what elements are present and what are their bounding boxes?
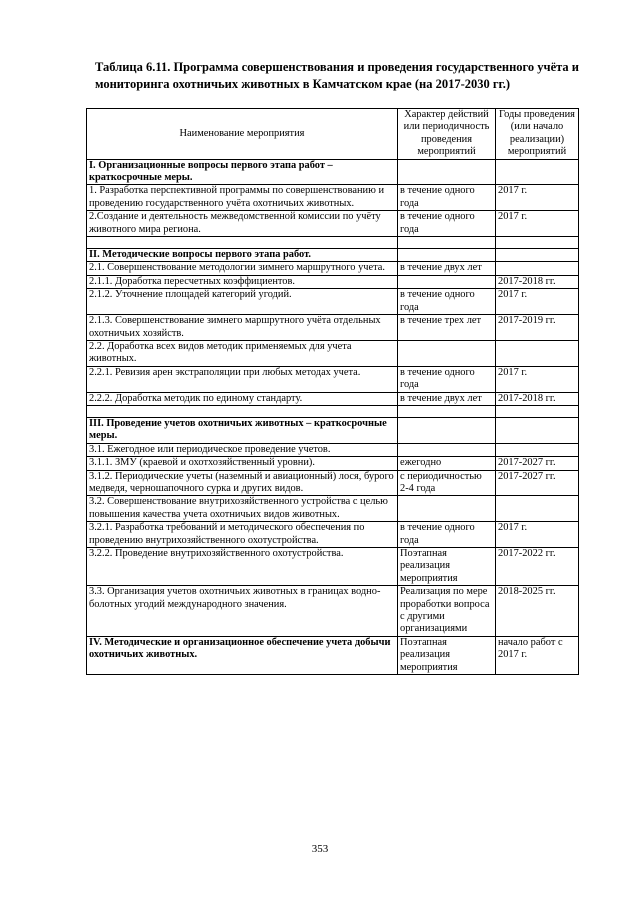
table-row [87,262,579,275]
table-header-row [87,109,579,160]
action-cell: Поэтапная реализация мероприятия [398,636,496,674]
table-body [87,159,579,674]
action-cell [398,340,496,366]
header-action-type: Характер действий или периодичность проведения мероприятий [398,109,496,160]
years-cell [496,417,579,443]
spacer-row [87,237,579,249]
table-row [87,457,579,470]
activity-name-cell: III. Проведение учетов охотничьих животных – краткосрочные меры. [87,417,398,443]
activity-name-cell: 2.1.3. Совершенствование зимнего маршрутного учёта отдельных охотничьих хозяйств. [87,315,398,341]
section-row [87,417,579,443]
years-cell: 2017-2027 гг. [496,457,579,470]
action-cell [398,237,496,249]
activity-name-cell: 3.3. Организация учетов охотничьих животных в границах водно-болотных угодий международного значения. [87,586,398,637]
activity-name-cell: 2.2.1. Ревизия арен экстраполяции при любых методах учета. [87,366,398,392]
action-cell: Реализация по мере проработки вопроса с другими организациями [398,586,496,637]
years-cell [496,249,579,262]
action-cell [398,405,496,417]
years-cell: 2017-2018 гг. [496,392,579,405]
table-row [87,289,579,315]
header-years: Годы проведения (или начало реализации) мероприятий [496,109,579,160]
years-cell: 2017-2018 гг. [496,275,579,288]
activity-name-cell: 3.2.2. Проведение внутрихозяйственного охотустройства. [87,548,398,586]
years-cell [496,340,579,366]
activity-name-cell: 3.1.2. Периодические учеты (наземный и авиационный) лося, бурого медведя, черношапочного сурка и других видов. [87,470,398,496]
program-table [86,108,579,675]
table-row [87,340,579,366]
table-row [87,211,579,237]
action-cell [398,159,496,185]
years-cell: 2017-2022 гг. [496,548,579,586]
activity-name-cell: I. Организационные вопросы первого этапа работ – краткосрочные меры. [87,159,398,185]
activity-name-cell: 3.2. Совершенствование внутрихозяйственного устройства с целью повышения качества учета охотничьих видов животных. [87,496,398,522]
action-cell: в течение одного года [398,289,496,315]
years-cell [496,237,579,249]
activity-name-cell: IV. Методические и организационное обеспечение учета добычи охотничьих животных. [87,636,398,674]
activity-name-cell: 2.2. Доработка всех видов методик применяемых для учета животных. [87,340,398,366]
page-number: 353 [311,843,329,855]
section-row [87,249,579,262]
years-cell: 2017 г. [496,366,579,392]
years-cell: 2017-2027 гг. [496,470,579,496]
action-cell [398,275,496,288]
activity-name-cell: 2.1.2. Уточнение площадей категорий угодий. [87,289,398,315]
activity-name-cell: 3.1.1. ЗМУ (краевой и охотхозяйственный уровни). [87,457,398,470]
action-cell [398,443,496,456]
activity-name-cell [87,405,398,417]
activity-name-cell: II. Методические вопросы первого этапа работ. [87,249,398,262]
action-cell: Поэтапная реализация мероприятия [398,548,496,586]
header-activity-name: Наименование мероприятия [87,109,398,160]
years-cell: 2017-2019 гг. [496,315,579,341]
action-cell: в течение трех лет [398,315,496,341]
activity-name-cell [87,237,398,249]
table-row [87,496,579,522]
years-cell: 2017 г. [496,211,579,237]
years-cell [496,159,579,185]
table-row [87,470,579,496]
table-row [87,522,579,548]
activity-name-cell: 2.2.2. Доработка методик по единому стандарту. [87,392,398,405]
activity-name-cell: 2.1.1. Доработка пересчетных коэффициентов. [87,275,398,288]
activity-name-cell: 1. Разработка перспективной программы по совершенствованию и проведению государственного учёта охотничьих животных. [87,185,398,211]
years-cell: 2017 г. [496,185,579,211]
table-row [87,548,579,586]
action-cell [398,496,496,522]
spacer-row [87,405,579,417]
years-cell [496,443,579,456]
table-row [87,586,579,637]
years-cell [496,496,579,522]
activity-name-cell: 2.Создание и деятельность межведомственной комиссии по учёту животного мира региона. [87,211,398,237]
years-cell [496,405,579,417]
activity-name-cell: 3.2.1. Разработка требований и методического обеспечения по проведению внутрихозяйственного охотустройства. [87,522,398,548]
table-row [87,443,579,456]
action-cell [398,417,496,443]
action-cell: ежегодно [398,457,496,470]
action-cell: в течение одного года [398,185,496,211]
table-caption: Таблица 6.11. Программа совершенствования и проведения государственного учёта и мониторинга охотничьих животных в Камчатском крае (на 2017-2030 гг.) [95,60,579,91]
years-cell [496,262,579,275]
years-cell: 2017 г. [496,522,579,548]
years-cell: 2018-2025 гг. [496,586,579,637]
table-row [87,315,579,341]
action-cell: в течение одного года [398,366,496,392]
action-cell: в течение одного года [398,211,496,237]
years-cell: 2017 г. [496,289,579,315]
action-cell: в течение двух лет [398,392,496,405]
table-row [87,275,579,288]
section-row [87,159,579,185]
activity-name-cell: 3.1. Ежегодное или периодическое проведение учетов. [87,443,398,456]
action-cell [398,249,496,262]
action-cell: с периодичностью 2-4 года [398,470,496,496]
table-row [87,366,579,392]
table-row [87,392,579,405]
years-cell: начало работ с 2017 г. [496,636,579,674]
table-row [87,185,579,211]
section-row [87,636,579,674]
activity-name-cell: 2.1. Совершенствование методологии зимнего маршрутного учета. [87,262,398,275]
action-cell: в течение двух лет [398,262,496,275]
action-cell: в течение одного года [398,522,496,548]
